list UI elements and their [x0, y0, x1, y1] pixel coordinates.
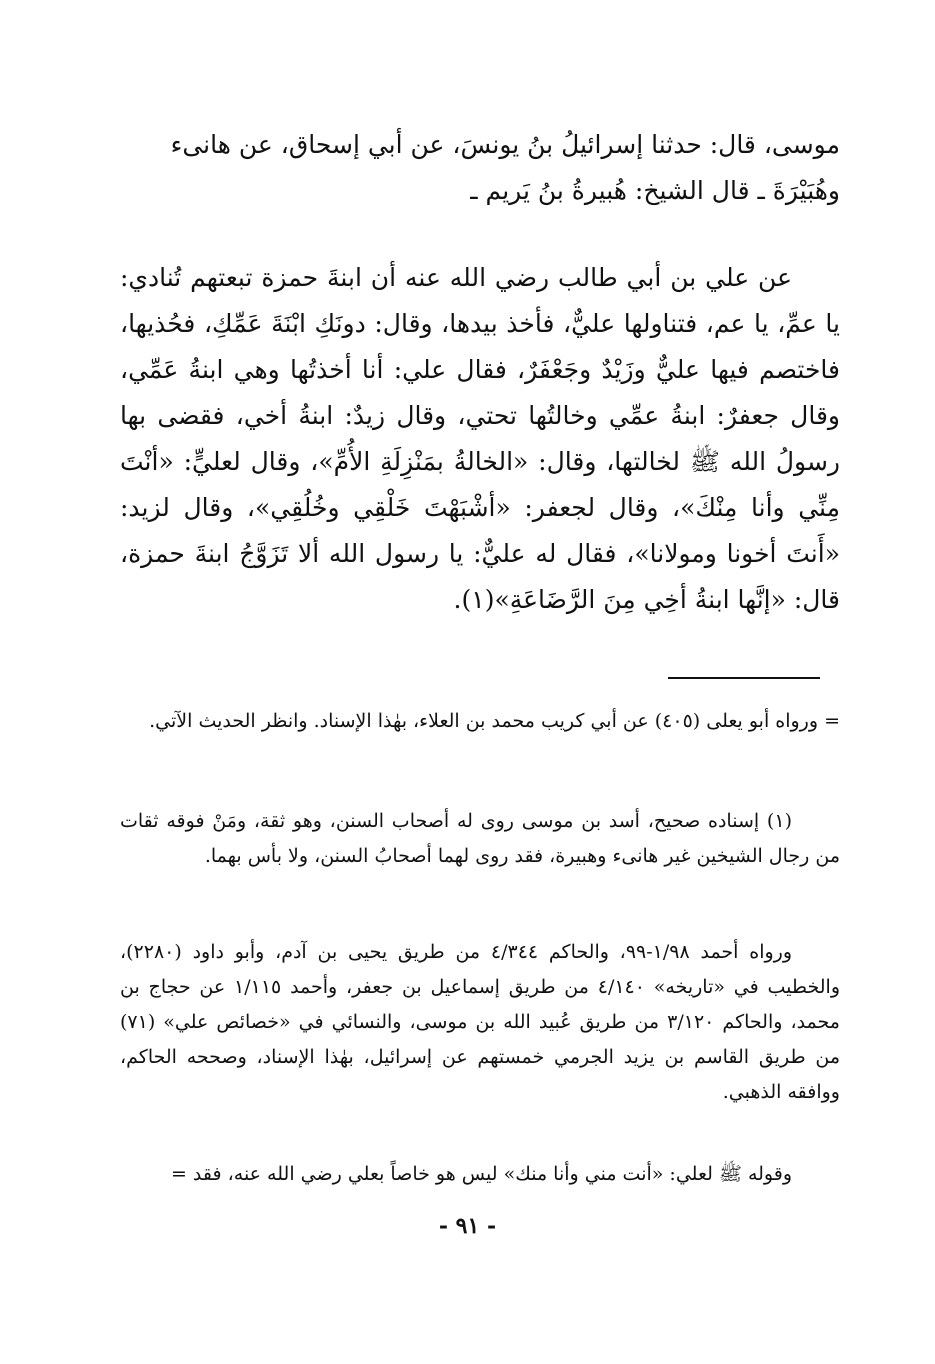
- footnote-1: [120, 804, 840, 874]
- chain-line-2: وهُبَيْرَةَ ـ قال الشيخ: هُبيرةُ بنُ يَريم ـ: [470, 176, 840, 205]
- footnote-separator: [668, 677, 820, 679]
- footnote-3-text: وقوله ﷺ لعلي: «أنت مني وأنا منك» ليس هو خاصاً بعلي رضي الله عنه، فقد =: [170, 1163, 792, 1185]
- footnote-continuation: [120, 704, 840, 739]
- footnote-2-text: ورواه أحمد ١/٩٨-٩٩، والحاكم ٤/٣٤٤ من طريق يحيى بن آدم، وأبو داود (٢٢٨٠)، والخطيب في «تاريخه» ٤/١٤٠ من طريق إسماعيل بن جعفر، وأحمد ١/١١٥ عن حجاج بن محمد، والحاكم ٣/١٢٠ من طريق عُبيد الله بن موسى، والنسائي في «خصائص علي» (٧١) من طريق القاسم بن يزيد الجرمي خمستهم عن إسرائيل، بهٰذا الإسناد، وصححه الحاكم، ووافقه الذهبي.: [120, 941, 841, 1103]
- hadith-text: عن علي بن أبي طالب رضي الله عنه أن ابنةَ حمزة تبعتهم تُنادي: يا عمِّ، يا عم، فتناولها عليٌّ، فأخذ بيدها، وقال: دونَكِ ابْنَةَ عَمِّكِ، فحُذيها، فاختصم فيها عليٌّ وزَيْدٌ وجَعْفَرٌ، فقال علي: أنا أخذتُها وهي ابنةُ عَمِّي، وقال جعفرٌ: ابنةُ عمِّي وخالتُها تحتي، وقال زيدٌ: ابنةُ أخي، فقضى بها رسولُ الله ﷺ لخالتها، وقال: «الخالةُ بمَنْزِلَةِ الأُمِّ»، وقال لعليٍّ: «أنْتَ مِنِّي وأنا مِنْكَ»، وقال لجعفر: «أشْبَهْتَ خَلْقِي وخُلُقِي»، وقال لزيد: «أَنتَ أخونا ومولانا»، فقال له عليٌّ: يا رسول الله ألا تَزَوَّجُ ابنةَ حمزة، قال: «إنَّها ابنةُ أخِي مِنَ الرَّضَاعَةِ»(١).: [120, 263, 840, 614]
- footnote-1-text: (١) إسناده صحيح، أسد بن موسى روى له أصحاب السنن، وهو ثقة، ومَنْ فوقه ثقات من رجال الشيخين غير هانىء وهبيرة، فقد روى لهما أصحابُ السنن، ولا بأس بهما.: [120, 810, 840, 867]
- footnote-3: [120, 1157, 840, 1192]
- page-number: - ٩١ -: [438, 1213, 497, 1239]
- footnote-continuation-text: = ورواه أبو يعلى (٤٠٥) عن أبي كريب محمد بن العلاء، بهٰذا الإسناد. وانظر الحديث الآتي.: [149, 710, 840, 732]
- isnad-chain: [120, 122, 840, 214]
- chain-line-1: موسى، قال: حدثنا إسرائيلُ بنُ يونسَ، عن أبي إسحاق، عن هانىء: [170, 130, 840, 159]
- hadith-text-block: [120, 255, 840, 623]
- footnote-2: [120, 935, 840, 1110]
